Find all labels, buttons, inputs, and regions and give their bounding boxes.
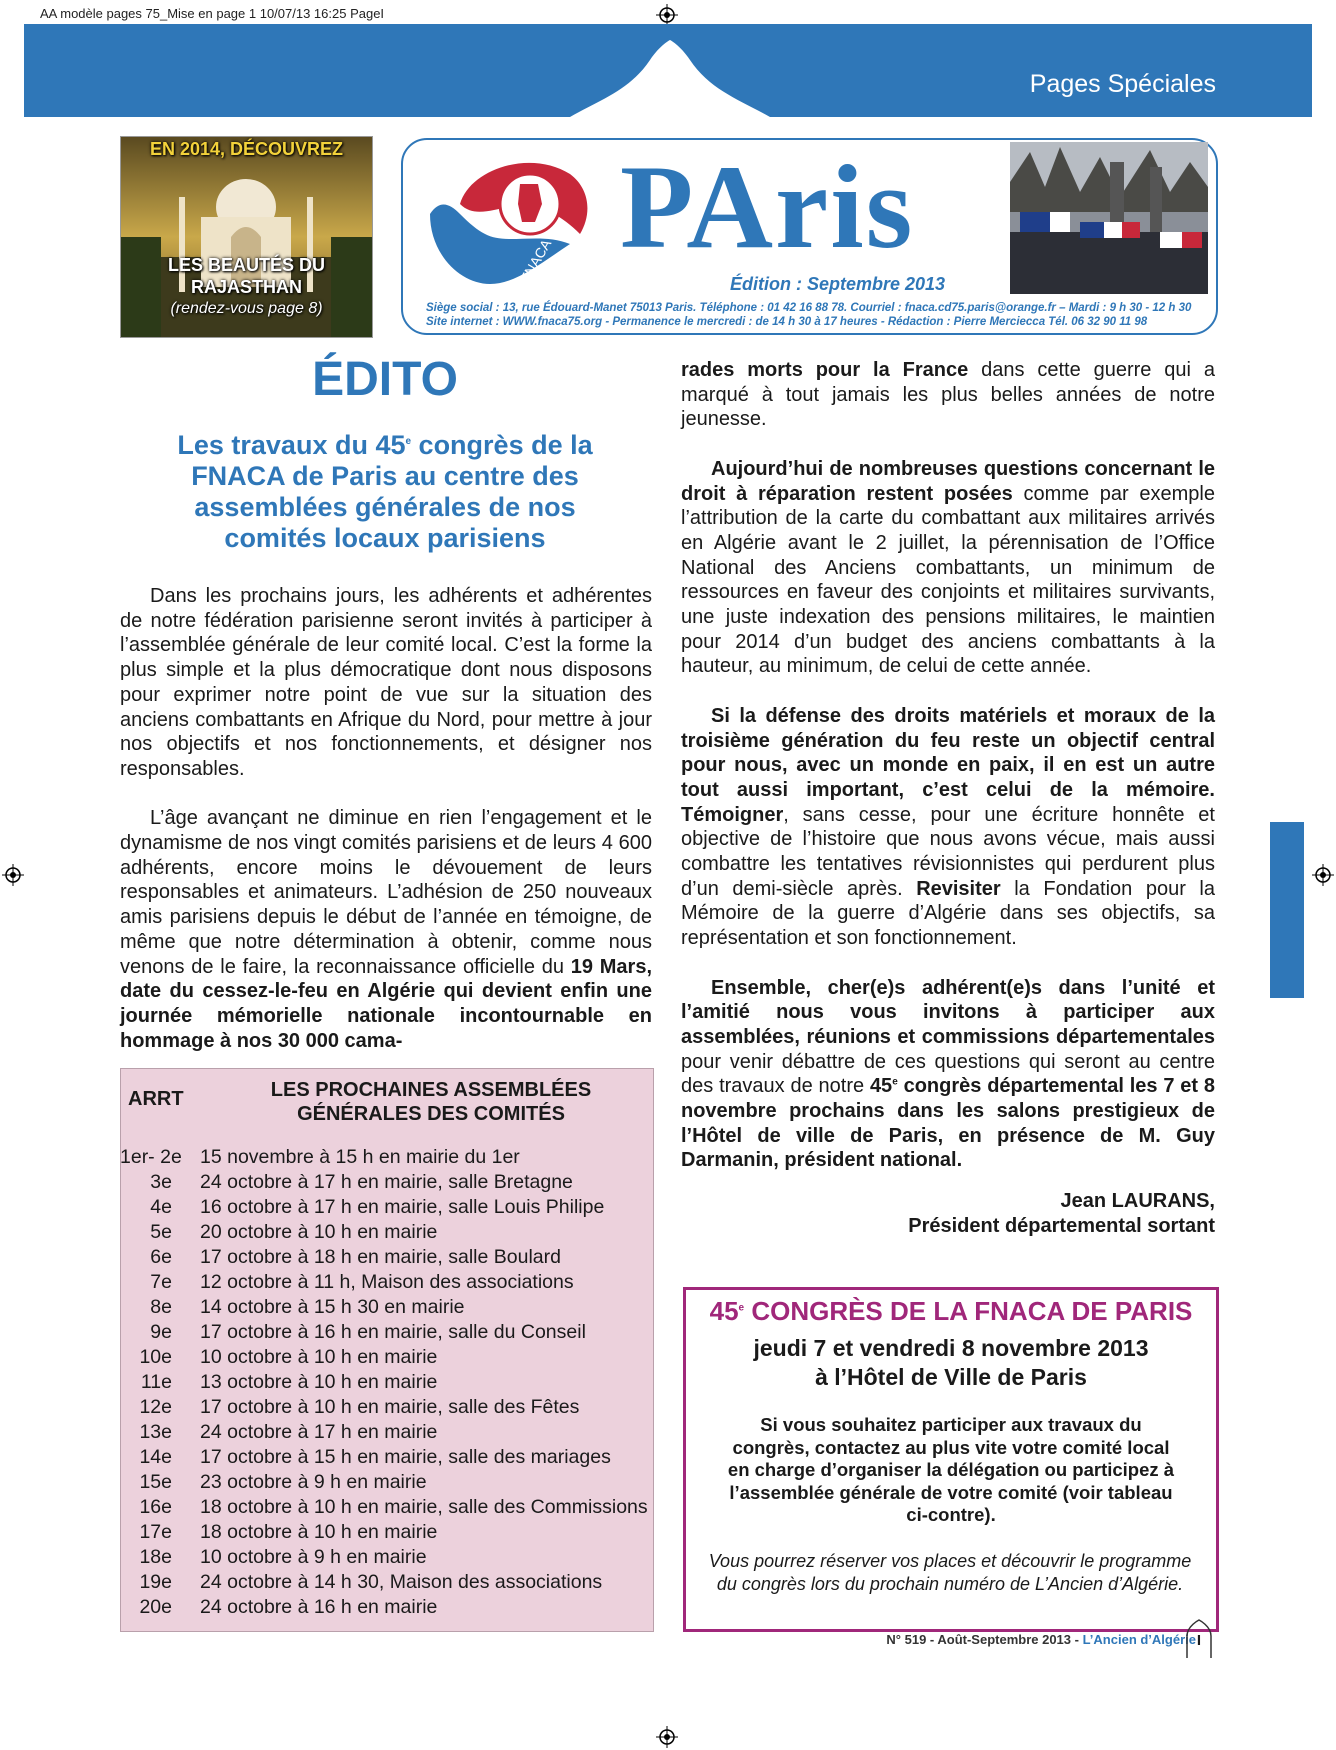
table-row: [120, 1421, 438, 1444]
table-row: [120, 1496, 648, 1519]
masthead-logo: PAris: [620, 140, 915, 273]
table-header-arrt: ARRT: [128, 1088, 184, 1110]
table-cell-arrt: 9e: [150, 1321, 172, 1343]
table-cell-arrt: 4e: [150, 1196, 172, 1218]
promo-line3: RAJASTHAN: [190, 277, 302, 297]
table-cell-text: 17 octobre à 15 h en mairie, salle des mariages: [200, 1446, 611, 1468]
table-cell-text: 15 novembre à 15 h en mairie du 1er: [200, 1146, 520, 1168]
table-cell-text: 24 octobre à 17 h en mairie: [200, 1421, 438, 1443]
table-row: [120, 1546, 427, 1569]
table-cell-arrt: 19e: [139, 1571, 172, 1593]
table-cell-text: 20 octobre à 10 h en mairie: [200, 1221, 438, 1243]
table-row: [120, 1246, 561, 1269]
congress-body: Si vous souhaitez participer aux travaux du congrès, contactez au plus vite votre comité local en charge d’organiser la délégation ou participez à l’assemblée générale de votre comité (voir tableau ci-contre).: [727, 1414, 1175, 1525]
table-cell-arrt: 20e: [139, 1596, 172, 1618]
table-row: [120, 1371, 438, 1394]
table-cell-text: 18 octobre à 10 h en mairie: [200, 1521, 438, 1543]
edito-paragraph: Aujourd’hui de nombreuses questions concernant le droit à réparation restent posées comme par exemple l’attribution de la carte du combattant aux militaires arrivés en Algérie avant le 2 juillet, la pérennisation de l’Office National des Anciens combattants, un minimum de ressources en faveur des conjoints et militaires survivants, une juste indexation des pensions militaires, le maintien pour 2014 d’un budget des anciens combattants à la hauteur, au minimum, de celui de cette année.: [681, 457, 1215, 678]
congress-dates: jeudi 7 et vendredi 8 novembre 2013 à l’Hôtel de Ville de Paris: [753, 1335, 1149, 1390]
table-cell-text: 23 octobre à 9 h en mairie: [200, 1471, 427, 1493]
table-cell-text: 24 octobre à 14 h 30, Maison des associations: [200, 1571, 603, 1593]
table-row: [120, 1596, 438, 1619]
table-cell-arrt: 18e: [139, 1546, 172, 1568]
table-row: [120, 1271, 574, 1294]
promo-line2: LES BEAUTÉS DU: [167, 255, 326, 275]
congress-note: Vous pourrez réserver vos places et découvrir le programme du congrès lors du prochain numéro de L’Ancien d’Algérie.: [708, 1551, 1192, 1594]
table-row: [120, 1296, 465, 1319]
table-cell-arrt: 5e: [150, 1221, 172, 1243]
edito-column-left: [120, 584, 652, 1053]
table-row: [120, 1471, 427, 1494]
promo-line4: (rendez-vous page 8): [170, 300, 323, 317]
table-row: [120, 1346, 438, 1369]
table-cell-arrt: 8e: [150, 1296, 172, 1318]
registration-mark-icon: [1312, 864, 1334, 886]
folio-number: I: [1196, 1632, 1202, 1649]
emblem-text: FNACA: [516, 236, 555, 286]
signature-title: Président départemental sortant: [908, 1214, 1215, 1237]
table-cell-arrt: 3e: [150, 1171, 172, 1193]
edito-subhead: Les travaux du 45e congrès de la FNACA de Paris au centre des assemblées générales de nos comités locaux parisiens: [177, 430, 593, 553]
table-cell-arrt: 12e: [139, 1396, 172, 1418]
contact-info: Siège social : 13, rue Édouard-Manet 75013 Paris. Téléphone : 01 42 16 88 78. Courriel : fnaca.cd75.paris@orange.fr – Mardi : 9 h 30 - 12 h 30: [426, 302, 1192, 314]
edito-paragraph: Dans les prochains jours, les adhérents et adhérentes de notre fédération parisienne seront invités à participer à l’assemblée générale de leur comité local. C’est la forme la plus simple et la plus démocratique dont nous disposons pour exprimer notre point de vue sur la situation des anciens combattants en Afrique du Nord, pour mettre à jour nos objectifs et nos fonctionnements, et désigner nos responsables.: [120, 585, 652, 780]
edito-paragraph: rades morts pour la France dans cette guerre qui a marqué à tout jamais les plus belles années de notre jeunesse.: [681, 359, 1215, 431]
table-cell-text: 24 octobre à 17 h en mairie, salle Bretagne: [200, 1171, 573, 1193]
table-cell-text: 17 octobre à 18 h en mairie, salle Boulard: [200, 1246, 561, 1268]
footer-issue: N° 519 - Août-Septembre 2013 - L’Ancien d’Algérie: [886, 1632, 1196, 1647]
congress-title: 45e CONGRÈS DE LA FNACA DE PARIS: [709, 1296, 1193, 1326]
table-cell-arrt: 13e: [139, 1421, 172, 1443]
table-cell-text: 17 octobre à 10 h en mairie, salle des Fêtes: [200, 1396, 580, 1418]
table-row: [120, 1221, 438, 1244]
table-cell-text: 16 octobre à 17 h en mairie, salle Louis Philipe: [200, 1196, 605, 1218]
table-cell-arrt: 6e: [150, 1246, 172, 1268]
table-cell-arrt: 15e: [139, 1471, 172, 1493]
fnaca-emblem-icon: [420, 144, 610, 294]
edito-column-right: [681, 358, 1215, 1239]
table-cell-arrt: 17e: [139, 1521, 172, 1543]
table-cell-text: 17 octobre à 16 h en mairie, salle du Conseil: [200, 1321, 586, 1343]
table-cell-text: 10 octobre à 9 h en mairie: [200, 1546, 427, 1568]
table-cell-text: 18 octobre à 10 h en mairie, salle des Commissions: [200, 1496, 648, 1518]
edito-paragraph: Ensemble, cher(e)s adhérent(e)s dans l’unité et l’amitié nous vous invitons à participer aux assemblées, réunions et commissions départementales pour venir débattre de ces questions qui seront au centre des travaux de notre 45e congrès départemental les 7 et 8 novembre prochains dans les salons prestigieux de l’Hôtel de ville de Paris, en présence de M. Guy Darmanin, président national.: [681, 976, 1215, 1172]
table-cell-text: 24 octobre à 16 h en mairie: [200, 1596, 438, 1618]
registration-mark-icon: [656, 1726, 678, 1748]
edition-label: Édition : Septembre 2013: [730, 274, 946, 294]
arch-ornament-icon: [570, 40, 770, 117]
table-cell-text: 12 octobre à 11 h, Maison des associations: [200, 1271, 574, 1293]
table-row: [120, 1396, 580, 1419]
table-cell-arrt: 11e: [140, 1371, 172, 1393]
table-row: [120, 1146, 520, 1169]
table-cell-arrt: 10e: [139, 1346, 172, 1368]
table-header-title: LES PROCHAINES ASSEMBLÉES GÉNÉRALES DES COMITÉS: [270, 1079, 592, 1125]
table-row: [120, 1571, 603, 1594]
table-cell-text: 14 octobre à 15 h 30 en mairie: [200, 1296, 465, 1318]
table-row: [120, 1196, 605, 1219]
table-cell-text: 13 octobre à 10 h en mairie: [200, 1371, 438, 1393]
table-row: [120, 1521, 438, 1544]
registration-mark-icon: [2, 864, 24, 886]
promo-rajasthan[interactable]: [120, 136, 373, 338]
table-row: [120, 1446, 611, 1469]
website-info: Site internet : WWW.fnaca75.org - Permanence le mercredi : de 14 h 30 à 17 heures - Rédaction : Pierre Merciecca Tél. 06 32 90 11 98: [426, 316, 1148, 328]
table-cell-arrt: 1er- 2e: [120, 1146, 182, 1168]
table-cell-arrt: 16e: [139, 1496, 172, 1518]
registration-mark-icon: [656, 4, 678, 26]
table-cell-arrt: 14e: [139, 1446, 172, 1468]
section-title: Pages Spéciales: [1029, 70, 1216, 98]
side-tab: [1270, 822, 1304, 998]
table-row: [120, 1321, 586, 1344]
signature-name: Jean LAURANS,: [1060, 1190, 1215, 1213]
table-row: [120, 1171, 573, 1194]
edito-paragraph: Si la défense des droits matériels et moraux de la troisième génération du feu reste un objectif central pour nous, avec un monde en paix, il en est un autre tout aussi important, c’est celui de la mémoire. Témoigner, sans cesse, pour une écriture honnête et objective de l’histoire que nous avons vécue, mais aussi combattre les tentatives révisionnistes qui perdurent plus d’un demi-siècle après. Revisiter la Fondation pour la Mémoire de la guerre d’Algérie dans ses objectifs, sa représentation et son fonctionnement.: [681, 704, 1215, 950]
edito-paragraph: L’âge avançant ne diminue en rien l’engagement et le dynamisme de nos vingt comités parisiens et de leurs 4 600 adhérents, encore moins le dévouement de leurs responsables et animateurs. L’adhésion de 250 nouveaux amis parisiens depuis le début de l’année en témoigne, de même que notre détermination à obtenir, comme nous venons de le faire, la reconnaissance officielle du 19 Mars, date du cessez-le-feu en Algérie qui devient enfin une journée mémorielle nationale incontournable en hommage à nos 30 000 cama-: [120, 807, 652, 1052]
table-cell-arrt: 7e: [150, 1271, 172, 1293]
promo-line1: EN 2014, DÉCOUVREZ: [149, 139, 344, 159]
edito-title: ÉDITO: [312, 353, 458, 406]
table-cell-text: 10 octobre à 10 h en mairie: [200, 1346, 438, 1368]
ceremony-photo: [1010, 142, 1208, 294]
print-slug: AA modèle pages 75_Mise en page 1 10/07/13 16:25 PageI: [40, 6, 385, 21]
